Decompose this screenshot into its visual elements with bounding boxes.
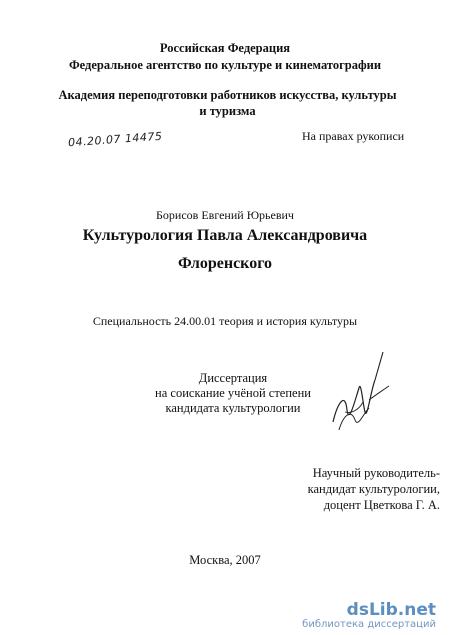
rights-note: На правах рукописи: [302, 129, 405, 143]
city-year: Москва, 2007: [189, 553, 261, 567]
supervisor-line-2: кандидат культурологии,: [307, 482, 440, 496]
dissertation-line-2: на соискание учёной степени: [155, 386, 311, 400]
dslib-watermark: [302, 601, 436, 630]
handwritten-signature: [325, 350, 395, 440]
org-line-1: Российская Федерация: [159, 41, 291, 55]
handwritten-registration-number: 04.20.07 14475: [67, 129, 163, 150]
specialty: Специальность 24.00.01 теория и история культуры: [92, 314, 358, 328]
supervisor-line-3: доцент Цветкова Г. А.: [323, 498, 440, 512]
supervisor-line-1: Научный руководитель-: [312, 466, 440, 480]
watermark-subtitle: библиотека диссертаций: [302, 619, 436, 630]
title-line-2: Флоренского: [177, 255, 273, 272]
academy-name: Академия переподготовки работников искусства, культуры и туризма: [58, 88, 397, 118]
org-line-2: Федеральное агентство по культуре и кинематографии: [68, 58, 382, 72]
author-name: Борисов Евгений Юрьевич: [156, 208, 294, 222]
dissertation-line-1: Диссертация: [198, 371, 268, 385]
title-line-1: Культурология Павла Александровича: [82, 227, 368, 244]
watermark-logo: dsLib.net: [346, 600, 436, 620]
dissertation-line-3: кандидата культурологии: [165, 401, 301, 415]
